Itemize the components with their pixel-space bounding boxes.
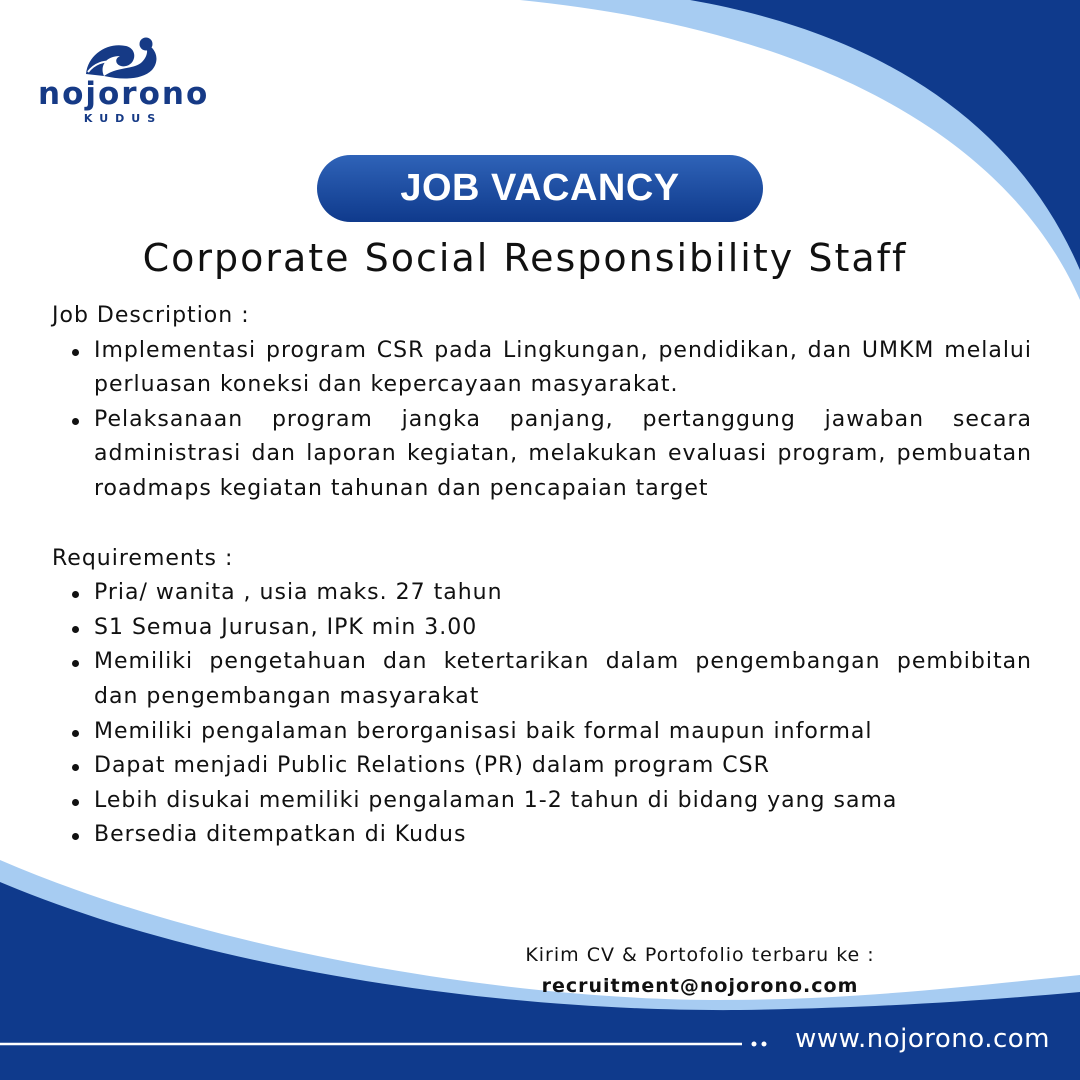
list-item: S1 Semua Jurusan, IPK min 3.00 <box>52 611 1032 646</box>
job-description-heading: Job Description : <box>52 303 250 328</box>
footer-dot <box>752 1042 757 1047</box>
send-cv-label: Kirim CV & Portofolio terbaru ke : <box>525 944 875 966</box>
content-body <box>52 299 1032 853</box>
job-description-list <box>52 334 1032 507</box>
list-item: Bersedia ditempatkan di Kudus <box>52 818 1032 853</box>
requirements-list <box>52 576 1032 853</box>
list-item: Implementasi program CSR pada Lingkungan, pendidikan, dan UMKM melalui perluasan koneksi dan kepercayaan masyarakat. <box>52 334 1032 403</box>
section-spacer <box>52 507 1032 542</box>
brand-name: nojorono <box>38 76 210 112</box>
list-item: Pelaksanaan program jangka panjang, pertanggung jawaban secara administrasi dan laporan kegiatan, melakukan evaluasi program, pembuatan roadmaps kegiatan tahunan dan pencapaian target <box>52 403 1032 507</box>
wave-swirl-icon <box>38 36 208 80</box>
list-item: Pria/ wanita , usia maks. 27 tahun <box>52 576 1032 611</box>
brand-logo <box>38 36 208 128</box>
recruitment-email-link[interactable]: recruitment@nojorono.com <box>541 975 859 997</box>
job-vacancy-badge: JOB VACANCY <box>317 155 763 222</box>
website-link[interactable]: www.nojorono.com <box>795 1024 1050 1054</box>
list-item: Dapat menjadi Public Relations (PR) dalam program CSR <box>52 749 1032 784</box>
brand-city: KUDUS <box>83 112 163 125</box>
footer-dot <box>762 1042 767 1047</box>
requirements-heading: Requirements : <box>52 545 234 571</box>
position-title: Corporate Social Responsibility Staff <box>142 236 908 280</box>
list-item: Memiliki pengetahuan dan ketertarikan dalam pengembangan pembibitan dan pengembangan masyarakat <box>52 645 1032 714</box>
list-item: Lebih disukai memiliki pengalaman 1-2 tahun di bidang yang sama <box>52 784 1032 819</box>
list-item: Memiliki pengalaman berorganisasi baik formal maupun informal <box>52 715 1032 750</box>
